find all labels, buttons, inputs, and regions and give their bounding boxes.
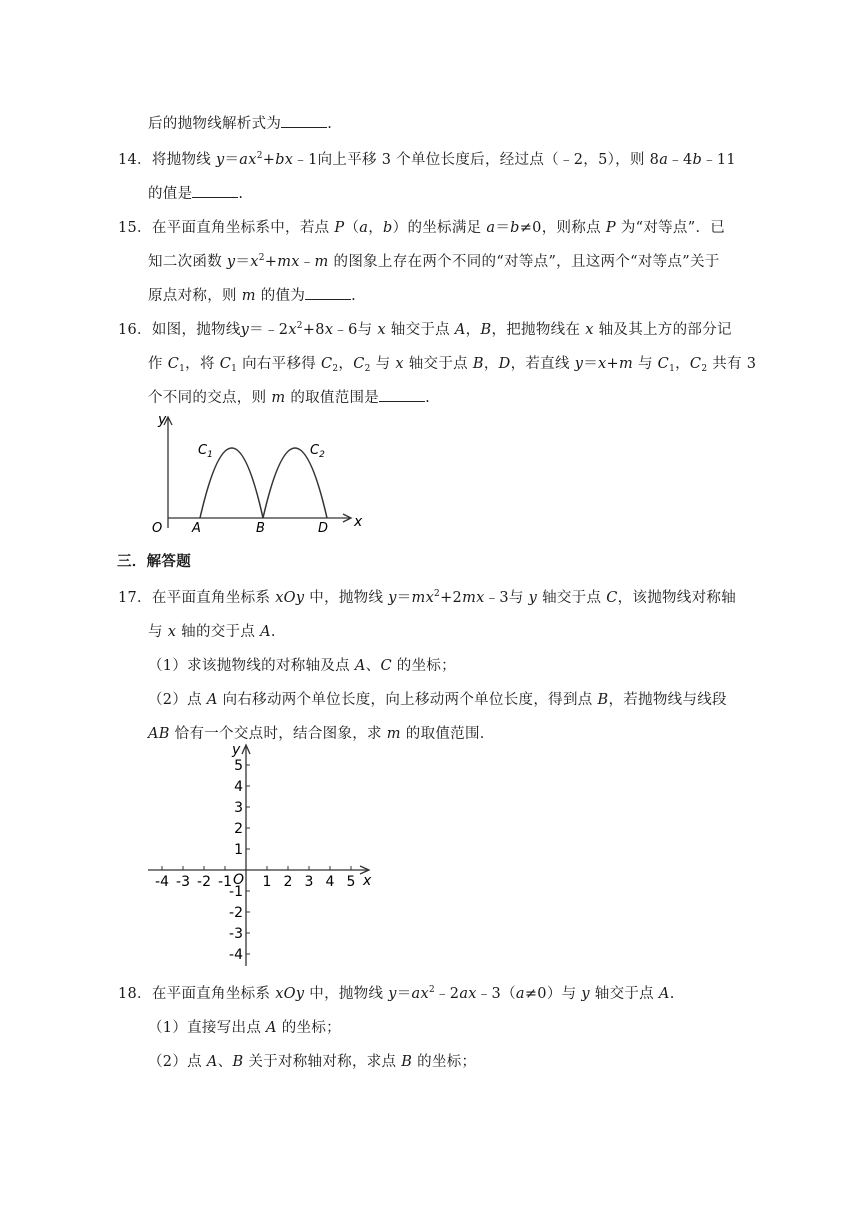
fig17-x-tick-label: 1 bbox=[262, 874, 272, 890]
q16-text-2e: 轴交于点 bbox=[408, 356, 468, 372]
q14-text-b: 向上平移 3 个单位长度后，经过点（﹣2，5），则 8 bbox=[317, 152, 660, 168]
q16-text-3b: 的取值范围是 bbox=[290, 390, 380, 406]
fig17-y-tick-label: -4 bbox=[229, 947, 243, 963]
q18-text-p1b: 的坐标； bbox=[281, 1020, 341, 1036]
fig17-y-tick-label: 5 bbox=[234, 758, 243, 774]
q17-text-p3b: 的取值范围． bbox=[405, 726, 495, 742]
fig17-y-tick-label: -1 bbox=[229, 884, 243, 900]
q14-answer-blank[interactable] bbox=[192, 196, 238, 198]
q15-line-2: 知二次函数 $y=x^2+mx﹣m$ 的图象上存在两个不同的“对等点”，且这两个“对等点”关于 bbox=[148, 253, 720, 270]
fig16-x-label: x bbox=[354, 514, 363, 530]
q15-text-1: 在平面直角坐标系中，若点 bbox=[151, 220, 330, 236]
q17-text-p2c: ，若抛物线与线段 bbox=[608, 692, 727, 708]
q17-part-1: （1）求该抛物线的对称轴及点 A、C 的坐标； bbox=[148, 658, 456, 674]
fig16-c1-label: $C_1$ bbox=[198, 443, 213, 460]
fig17-x-tick-label: -4 bbox=[155, 874, 169, 890]
fig16-c2-label: $C_2$ bbox=[310, 443, 325, 460]
fig17-x-tick-label: 3 bbox=[304, 874, 314, 890]
q15-text-1b: 的坐标满足 bbox=[407, 220, 482, 236]
q16-text-2d: 与 bbox=[375, 356, 391, 372]
q17-text-2b: 轴的交于点 bbox=[181, 624, 256, 640]
q15-answer-blank[interactable] bbox=[305, 298, 351, 300]
q16-number: 16． bbox=[118, 322, 152, 338]
q14-number: 14． bbox=[118, 152, 152, 168]
q18-text-1c: （ bbox=[501, 986, 516, 1002]
q17-text-p1: （1）求该抛物线的对称轴及点 bbox=[148, 658, 350, 674]
q14-text-a: 将抛物线 bbox=[151, 152, 212, 168]
q13-tail-text: 后的抛物线解析式为 bbox=[148, 116, 282, 132]
q17-text-p1b: 的坐标； bbox=[396, 658, 456, 674]
q18-text-p2c: 的坐标； bbox=[417, 1054, 477, 1070]
fig17-x-tick-label: -2 bbox=[197, 874, 211, 890]
q17-text-p2a: （2）点 bbox=[148, 692, 202, 708]
q16-text-1d: ，把抛物线在 bbox=[491, 322, 581, 338]
fig17-y-label: y bbox=[232, 742, 241, 758]
q17-grid-figure bbox=[140, 740, 390, 972]
q14-text-c: ﹣4 bbox=[668, 152, 693, 168]
q15-text-3b: 的值为 bbox=[260, 288, 306, 304]
q15-text-1d: 为“对等点”．已 bbox=[620, 220, 726, 236]
q17-part-2: （2）点 A 向右移动两个单位长度，向上移动两个单位长度，得到点 B，若抛物线与线段 bbox=[148, 692, 727, 708]
fig17-x-label: x bbox=[363, 873, 372, 889]
q17-text-2a: 与 bbox=[148, 624, 163, 640]
fig17-y-tick-label: 2 bbox=[234, 821, 243, 837]
q18-text-p2b: 关于对称轴对称，求点 bbox=[248, 1054, 397, 1070]
q17-text-p3a: 恰有一个交点时，结合图象，求 bbox=[174, 726, 382, 742]
fig17-x-tick-label: 2 bbox=[283, 874, 293, 890]
section-heading: 三．解答题 bbox=[117, 553, 191, 570]
fig17-y-tick-label: -2 bbox=[229, 905, 243, 921]
fig17-ticks bbox=[155, 758, 355, 963]
q18-number: 18． bbox=[118, 986, 152, 1002]
q16-line-2: 作 $C_1$，将 $C_1$ 向右平移得 $C_2$，$C_2$ 与 x 轴交于点 B，D，若直线 y＝x+m 与 $C_1$，$C_2$ 共有 3 bbox=[148, 356, 757, 374]
q17-number: 17． bbox=[118, 590, 152, 606]
q17-text-1a: 在平面直角坐标系 bbox=[151, 590, 271, 606]
q18-text-p2a: （2）点 bbox=[148, 1054, 202, 1070]
q14-formula: y bbox=[215, 152, 225, 168]
q16-text-2g: 与 bbox=[637, 356, 653, 372]
q18-text-1b: 中，抛物线 bbox=[309, 986, 384, 1002]
q17-line-2: 与 x 轴的交于点 A. bbox=[148, 624, 276, 640]
q18-part-1: （1）直接写出点 A 的坐标； bbox=[148, 1020, 341, 1036]
q14-text-e: 的值是 bbox=[148, 186, 193, 202]
fig17-x-tick-label: -3 bbox=[176, 874, 190, 890]
fig16-point-b: B bbox=[256, 521, 265, 536]
q18-line-1: 18．在平面直角坐标系 xOy 中，抛物线 $y=ax^2﹣2ax﹣3(a\ne 0)$与 y 轴交于点 A. bbox=[118, 985, 675, 1002]
q14-line-1: 14．将抛物线 $y=ax^2+bx﹣1$向上平移 3 个单位长度后，经过点（﹣2，5），则 8a﹣4b﹣11 bbox=[118, 151, 736, 168]
q13-tail-line: 后的抛物线解析式为 . bbox=[148, 116, 333, 132]
q16-text-2f: ，若直线 bbox=[510, 356, 570, 372]
q16-text-1e: 轴及其上方的部分记 bbox=[598, 322, 732, 338]
q16-text-1a: 如图，抛物线 bbox=[151, 322, 241, 338]
fig17-origin-label: O bbox=[233, 872, 245, 888]
fig17-y-tick-label: 1 bbox=[234, 842, 243, 858]
q17-text-1d: 轴交于点 bbox=[542, 590, 602, 606]
q16-answer-blank[interactable] bbox=[379, 400, 425, 402]
fig17-x-tick-label: 4 bbox=[325, 874, 335, 890]
q17-text-1b: 中，抛物线 bbox=[309, 590, 384, 606]
q16-text-1b: 与 bbox=[357, 322, 373, 338]
fig16-y-label: y bbox=[158, 412, 167, 428]
fig17-axes bbox=[148, 745, 369, 966]
fig16-point-a: A bbox=[192, 521, 201, 536]
q17-part-2-cont: AB 恰有一个交点时，结合图象，求 m 的取值范围． bbox=[148, 726, 495, 742]
q18-text-1d: ）与 bbox=[546, 986, 577, 1002]
q14-text-d: ﹣11 bbox=[702, 152, 736, 168]
q15-text-1c: ，则称点 bbox=[541, 220, 601, 236]
q15-text-2a: 知二次函数 bbox=[148, 254, 222, 270]
fig17-x-tick-label: -1 bbox=[218, 874, 232, 890]
q17-text-1c: 与 bbox=[508, 590, 524, 606]
q16-text-1c: 轴交于点 bbox=[390, 322, 450, 338]
q18-text-p1a: （1）直接写出点 bbox=[148, 1020, 262, 1036]
q15-line-3: 原点对称，则 m 的值为 . bbox=[148, 288, 357, 304]
q16-text-2a: 作 bbox=[148, 356, 163, 372]
q17-text-1e: ，该抛物线对称轴 bbox=[617, 590, 737, 606]
q17-line-1: 17．在平面直角坐标系 xOy 中，抛物线 $y=mx^2+2mx﹣3$与 y 轴交于点 C，该抛物线对称轴 bbox=[118, 589, 737, 606]
q18-part-2: （2）点 A、B 关于对称轴对称，求点 B 的坐标； bbox=[148, 1054, 477, 1070]
q16-text-2c: 向右平移得 bbox=[242, 356, 317, 372]
q15-text-3a: 原点对称，则 bbox=[148, 288, 237, 304]
q16-text-2h: 共有 3 bbox=[712, 356, 757, 372]
q16-figure bbox=[140, 408, 380, 538]
fig17-y-tick-label: 3 bbox=[234, 800, 243, 816]
q13-answer-blank[interactable] bbox=[281, 126, 327, 128]
q14-line-2: 的值是 . bbox=[148, 186, 244, 202]
q16-line-1: 16．如图，抛物线$y=﹣2x^2+8x﹣6$与 x 轴交于点 A，B，把抛物线在 x 轴及其上方的部分记 bbox=[118, 321, 732, 338]
fig16-origin-label: O bbox=[152, 521, 163, 536]
q16-text-2b: ，将 bbox=[185, 356, 215, 372]
fig17-y-tick-label: 4 bbox=[234, 779, 243, 795]
fig17-x-tick-label: 5 bbox=[346, 874, 356, 890]
q16-text-3a: 个不同的交点，则 bbox=[148, 390, 267, 406]
q18-text-1a: 在平面直角坐标系 bbox=[151, 986, 271, 1002]
q18-text-1e: 轴交于点 bbox=[594, 986, 654, 1002]
fig16-point-d: D bbox=[318, 521, 329, 536]
curve-c2 bbox=[263, 448, 327, 518]
q15-text-2b: 的图象上存在两个不同的“对等点”，且这两个“对等点”关于 bbox=[333, 254, 720, 270]
q16-line-3: 个不同的交点，则 m 的取值范围是 . bbox=[148, 390, 431, 406]
fig17-y-tick-label: -3 bbox=[229, 926, 243, 942]
q15-number: 15． bbox=[118, 220, 152, 236]
q17-text-p2b: 向右移动两个单位长度，向上移动两个单位长度，得到点 bbox=[222, 692, 593, 708]
q15-line-1: 15．在平面直角坐标系中，若点 P（a，b）的坐标满足 a＝b≠0，则称点 P 为“对等点”．已 bbox=[118, 220, 726, 236]
